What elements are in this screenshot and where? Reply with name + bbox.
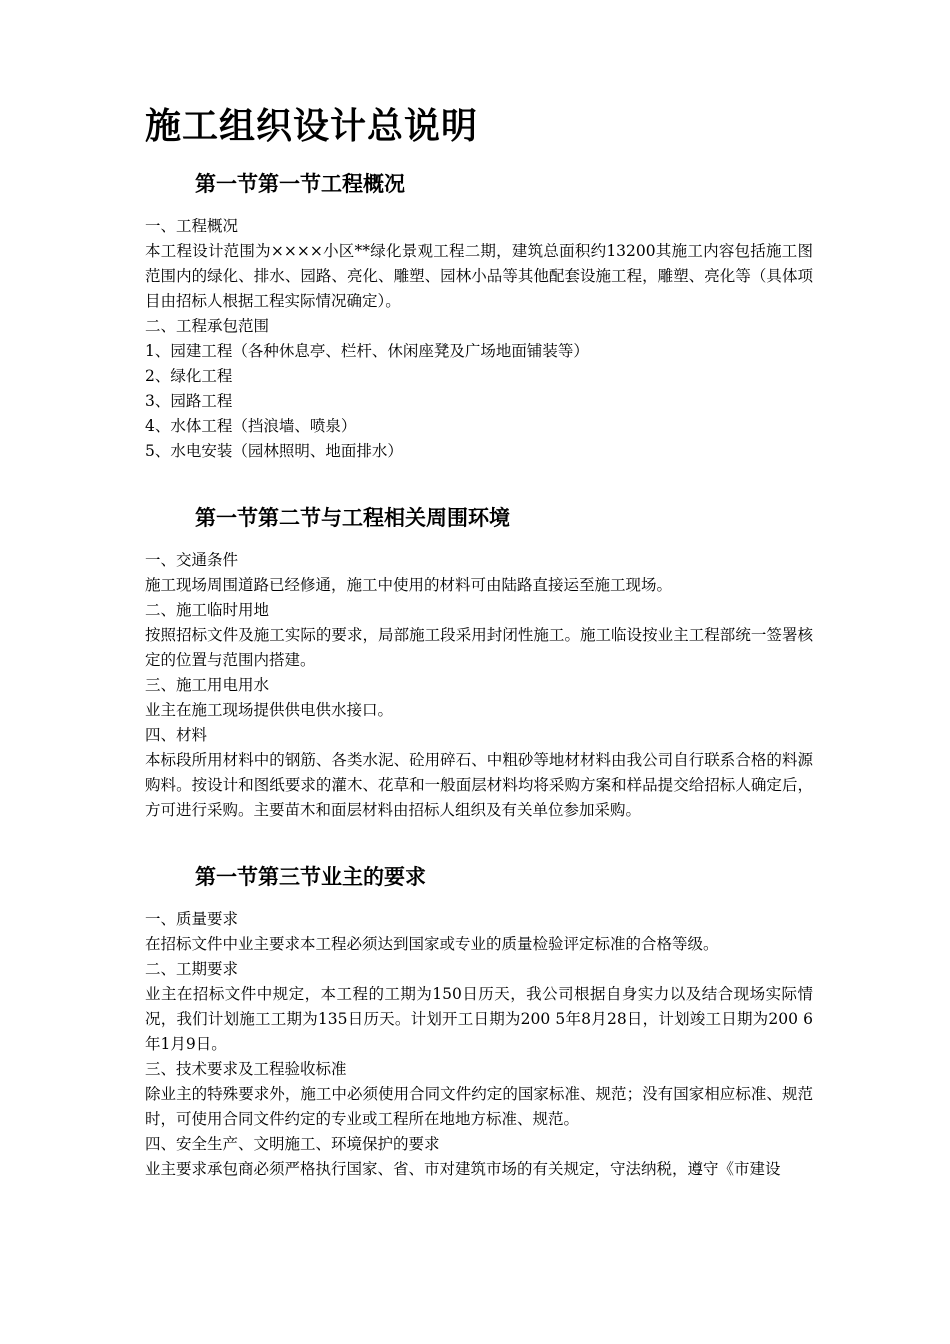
list-item: 5、水电安装（园林照明、地面排水） <box>145 442 403 460</box>
paragraph: 本标段所用材料中的钢筋、各类水泥、砼用碎石、中粗砂等地材材料由我公司自行联系合格的料源购料。按设计和图纸要求的灌木、花草和一般面层材料均将采购方案和样品提交给招标人确定后，方可进行采购。主要苗木和面层材料由招标人组织及有关单位参加采购。 <box>145 751 813 819</box>
paragraph: 业主要求承包商必须严格执行国家、省、市对建筑市场的有关规定，守法纳税，遵守《市建设 <box>145 1160 781 1178</box>
paragraph: 业主在施工现场提供供电供水接口。 <box>145 701 394 719</box>
paragraph: 二、工期要求 <box>145 960 239 978</box>
section-heading: 第一节第三节业主的要求 <box>195 864 426 889</box>
paragraph: 三、技术要求及工程验收标准 <box>145 1060 347 1078</box>
section-environment <box>145 502 813 823</box>
paragraph: 一、交通条件 <box>145 551 239 569</box>
document-title: 施工组织设计总说明 <box>145 105 479 147</box>
paragraph: 一、工程概况 <box>145 217 239 235</box>
paragraph: 二、施工临时用地 <box>145 601 270 619</box>
paragraph: 一、质量要求 <box>145 910 239 928</box>
paragraph: 除业主的特殊要求外，施工中必须使用合同文件约定的国家标准、规范；没有国家相应标准、规范时，可使用合同文件约定的专业或工程所在地地方标准、规范。 <box>145 1085 813 1128</box>
paragraph: 施工现场周围道路已经修通，施工中使用的材料可由陆路直接运至施工现场。 <box>145 576 673 594</box>
list-item: 2、绿化工程 <box>145 367 233 385</box>
section-spacer <box>145 823 813 861</box>
paragraph: 三、施工用电用水 <box>145 676 270 694</box>
document-page <box>145 100 813 1182</box>
section-heading: 第一节第一节工程概况 <box>195 171 405 196</box>
section-heading: 第一节第二节与工程相关周围环境 <box>195 505 510 530</box>
paragraph: 四、材料 <box>145 726 208 744</box>
section-overview <box>145 168 813 464</box>
paragraph: 按照招标文件及施工实际的要求，局部施工段采用封闭性施工。施工临设按业主工程部统一签署核定的位置与范围内搭建。 <box>145 626 813 669</box>
section-spacer <box>145 464 813 502</box>
paragraph: 在招标文件中业主要求本工程必须达到国家或专业的质量检验评定标准的合格等级。 <box>145 935 719 953</box>
paragraph: 四、安全生产、文明施工、环境保护的要求 <box>145 1135 440 1153</box>
paragraph: 二、工程承包范围 <box>145 317 270 335</box>
paragraph: 本工程设计范围为××××小区**绿化景观工程二期，建筑总面积约13200其施工内容包括施工图范围内的绿化、排水、园路、亮化、雕塑、园林小品等其他配套设施工程，雕塑、亮化等（具体项目由招标人根据工程实际情况确定）。 <box>145 242 813 310</box>
list-item: 1、园建工程（各种休息亭、栏杆、休闲座凳及广场地面铺装等） <box>145 342 589 360</box>
list-item: 4、水体工程（挡浪墙、喷泉） <box>145 417 357 435</box>
paragraph: 业主在招标文件中规定，本工程的工期为150日历天，我公司根据自身实力以及结合现场实际情况，我们计划施工工期为135日历天。计划开工日期为200 5年8月28日，计划竣工日期为200 6年1月9日。 <box>145 985 813 1053</box>
section-owner-requirements <box>145 861 813 1182</box>
list-item: 3、园路工程 <box>145 392 233 410</box>
